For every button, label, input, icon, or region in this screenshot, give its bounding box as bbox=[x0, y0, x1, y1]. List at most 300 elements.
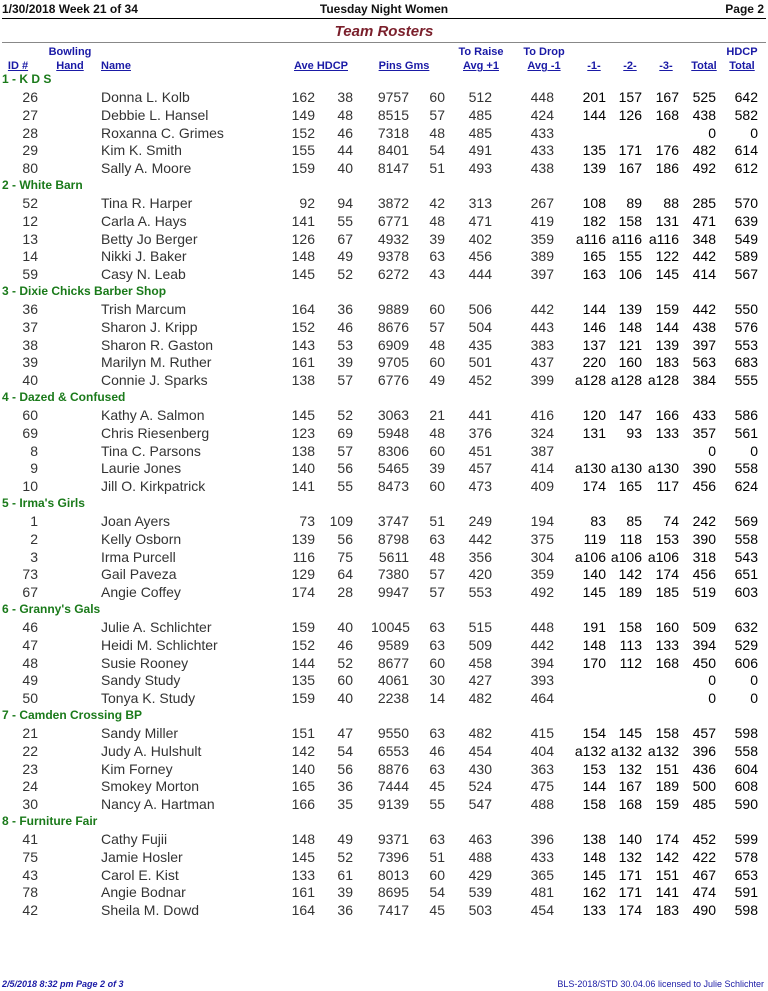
handicap: 46 bbox=[337, 636, 353, 653]
handicap: 56 bbox=[337, 530, 353, 547]
to-raise: 504 bbox=[468, 318, 492, 335]
bowler-name: Irma Purcell bbox=[101, 548, 176, 565]
bowler-name: Debbie L. Hansel bbox=[101, 106, 209, 123]
game-2: 121 bbox=[618, 336, 642, 353]
to-drop: 375 bbox=[530, 530, 554, 547]
game-3: 145 bbox=[655, 266, 679, 283]
team-header: 8 - Furniture Fair bbox=[2, 814, 98, 828]
game-2: 118 bbox=[619, 530, 642, 547]
average: 73 bbox=[299, 513, 315, 529]
handicap: 36 bbox=[337, 902, 353, 919]
total: 433 bbox=[692, 407, 716, 423]
average: 143 bbox=[291, 336, 315, 353]
hdcp-total: 569 bbox=[734, 513, 758, 529]
game-1: 131 bbox=[582, 424, 606, 441]
to-raise: 451 bbox=[468, 442, 492, 459]
to-raise: 515 bbox=[468, 619, 492, 635]
to-drop: 464 bbox=[530, 690, 554, 707]
games: 51 bbox=[429, 513, 445, 529]
to-drop: 433 bbox=[530, 848, 554, 865]
handicap: 67 bbox=[337, 230, 353, 247]
total: 442 bbox=[692, 248, 716, 265]
to-raise: 539 bbox=[468, 884, 492, 901]
bowler-id: 60 bbox=[22, 407, 38, 423]
table-row bbox=[0, 867, 768, 885]
to-raise: 482 bbox=[468, 725, 492, 741]
col-hdcp-total: Total bbox=[729, 60, 755, 72]
games: 60 bbox=[429, 301, 445, 317]
game-1: 135 bbox=[582, 142, 606, 159]
to-raise: 457 bbox=[468, 460, 492, 477]
game-2: 158 bbox=[618, 212, 642, 229]
hdcp-total: 651 bbox=[734, 566, 758, 583]
bowler-name: Carla A. Hays bbox=[101, 212, 187, 229]
team-header: 4 - Dazed & Confused bbox=[2, 390, 126, 404]
game-2: 171 bbox=[618, 884, 642, 901]
game-3: 117 bbox=[656, 478, 679, 495]
bowler-id: 9 bbox=[30, 460, 38, 477]
handicap: 52 bbox=[337, 848, 353, 865]
bowler-id: 13 bbox=[22, 230, 38, 247]
game-1: 201 bbox=[582, 89, 606, 105]
game-2: 158 bbox=[618, 619, 642, 635]
col-id: ID # bbox=[7, 60, 29, 72]
bowler-id: 67 bbox=[22, 584, 38, 601]
col-ave-hdcp: Ave HDCP bbox=[294, 60, 348, 72]
to-drop: 404 bbox=[530, 742, 554, 759]
to-drop: 304 bbox=[530, 548, 554, 565]
to-raise: 501 bbox=[468, 354, 492, 371]
average: 123 bbox=[291, 424, 315, 441]
hdcp-total: 604 bbox=[734, 760, 758, 777]
game-2: 89 bbox=[626, 195, 642, 211]
average: 161 bbox=[291, 354, 315, 371]
game-1: 182 bbox=[582, 212, 606, 229]
games: 45 bbox=[429, 902, 445, 919]
game-2: 155 bbox=[618, 248, 642, 265]
to-raise: 482 bbox=[468, 690, 492, 707]
handicap: 52 bbox=[337, 407, 353, 423]
handicap: 47 bbox=[337, 725, 353, 741]
bowler-id: 1 bbox=[30, 513, 38, 529]
average: 126 bbox=[291, 230, 315, 247]
bowler-name: Casy N. Leab bbox=[101, 266, 186, 283]
col-to-raise: To Raise bbox=[458, 46, 504, 58]
hdcp-total: 0 bbox=[750, 690, 758, 707]
game-2: 85 bbox=[626, 513, 642, 529]
bowler-name: Joan Ayers bbox=[101, 513, 171, 529]
pins: 3872 bbox=[377, 195, 409, 211]
bowler-id: 59 bbox=[22, 266, 38, 283]
pins: 6553 bbox=[377, 742, 409, 759]
average: 155 bbox=[291, 142, 315, 159]
total: 438 bbox=[692, 106, 716, 123]
game-2: 145 bbox=[618, 725, 642, 741]
total: 242 bbox=[692, 513, 716, 529]
hdcp-total: 529 bbox=[734, 636, 758, 653]
report-header bbox=[2, 0, 766, 19]
game-2: 106 bbox=[618, 266, 642, 283]
average: 152 bbox=[291, 636, 315, 653]
col-to-drop: To Drop bbox=[523, 46, 565, 58]
to-raise: 430 bbox=[468, 760, 492, 777]
game-2: 142 bbox=[618, 566, 642, 583]
game-1: 148 bbox=[582, 636, 606, 653]
hdcp-total: 639 bbox=[734, 212, 758, 229]
handicap: 36 bbox=[337, 301, 353, 317]
table-row bbox=[0, 337, 768, 355]
bowler-id: 3 bbox=[30, 548, 38, 565]
average: 161 bbox=[291, 884, 315, 901]
to-drop: 488 bbox=[530, 796, 554, 813]
hdcp-total: 683 bbox=[734, 354, 758, 371]
game-3: a116 bbox=[648, 230, 679, 247]
average: 141 bbox=[291, 212, 315, 229]
to-drop: 324 bbox=[530, 424, 554, 441]
to-raise: 471 bbox=[468, 212, 492, 229]
handicap: 39 bbox=[337, 884, 353, 901]
games: 49 bbox=[429, 372, 445, 389]
average: 144 bbox=[291, 654, 315, 671]
bowler-name: Heidi M. Schlichter bbox=[101, 636, 218, 653]
bowler-id: 43 bbox=[22, 866, 38, 883]
hdcp-total: 603 bbox=[734, 584, 758, 601]
game-3: 183 bbox=[655, 354, 679, 371]
bowler-name: Betty Jo Berger bbox=[101, 230, 198, 247]
table-row bbox=[0, 301, 768, 319]
pins: 8876 bbox=[377, 760, 409, 777]
to-drop: 433 bbox=[530, 124, 554, 141]
pins: 5611 bbox=[378, 548, 409, 565]
average: 135 bbox=[291, 672, 315, 689]
game-2: 167 bbox=[618, 160, 642, 177]
average: 151 bbox=[291, 725, 315, 741]
game-1: 108 bbox=[582, 195, 606, 211]
game-1: 144 bbox=[582, 301, 606, 317]
game-3: 168 bbox=[655, 654, 679, 671]
hdcp-total: 608 bbox=[734, 778, 758, 795]
bowler-name: Chris Riesenberg bbox=[101, 424, 210, 441]
hdcp-total: 553 bbox=[734, 336, 758, 353]
total: 474 bbox=[692, 884, 716, 901]
total: 348 bbox=[692, 230, 716, 247]
handicap: 61 bbox=[337, 866, 353, 883]
bowler-name: Tonya K. Study bbox=[101, 690, 196, 707]
bowler-name: Tina C. Parsons bbox=[101, 442, 201, 459]
bowler-id: 78 bbox=[22, 884, 38, 901]
bowler-id: 47 bbox=[22, 636, 38, 653]
bowler-name: Gail Paveza bbox=[101, 566, 177, 583]
table-row bbox=[0, 637, 768, 655]
total: 357 bbox=[692, 424, 716, 441]
bowler-id: 30 bbox=[22, 796, 38, 813]
average: 174 bbox=[291, 584, 315, 601]
table-row bbox=[0, 372, 768, 390]
to-raise: 463 bbox=[468, 831, 492, 847]
game-1: 174 bbox=[582, 478, 606, 495]
bowler-name: Kim K. Smith bbox=[101, 142, 182, 159]
game-1: 145 bbox=[582, 866, 606, 883]
game-2: 132 bbox=[618, 848, 642, 865]
bowler-name: Donna L. Kolb bbox=[101, 89, 190, 105]
game-2: a116 bbox=[611, 230, 642, 247]
handicap: 40 bbox=[337, 160, 353, 177]
bowler-id: 10 bbox=[22, 478, 38, 495]
average: 116 bbox=[292, 548, 315, 565]
total: 456 bbox=[692, 566, 716, 583]
to-drop: 194 bbox=[530, 513, 554, 529]
hdcp-total: 591 bbox=[734, 884, 758, 901]
bowler-name: Nikki J. Baker bbox=[101, 248, 187, 265]
bowler-id: 28 bbox=[22, 124, 38, 141]
hdcp-total: 543 bbox=[734, 548, 758, 565]
hdcp-total: 0 bbox=[750, 442, 758, 459]
col-to-drop-avg: Avg -1 bbox=[527, 60, 561, 72]
to-raise: 435 bbox=[468, 336, 492, 353]
game-2: 160 bbox=[618, 354, 642, 371]
average: 142 bbox=[291, 742, 315, 759]
game-1: 220 bbox=[582, 354, 606, 371]
to-drop: 393 bbox=[530, 672, 554, 689]
game-1: 83 bbox=[590, 513, 606, 529]
game-2: a130 bbox=[610, 460, 642, 477]
total: 390 bbox=[692, 460, 716, 477]
game-2: 167 bbox=[618, 778, 642, 795]
games: 42 bbox=[429, 195, 445, 211]
bowler-id: 12 bbox=[22, 212, 38, 229]
to-raise: 444 bbox=[468, 266, 492, 283]
pins: 8013 bbox=[377, 866, 409, 883]
table-row bbox=[0, 884, 768, 902]
hdcp-total: 567 bbox=[734, 266, 758, 283]
game-3: 176 bbox=[655, 142, 679, 159]
bowler-name: Smokey Morton bbox=[101, 778, 200, 795]
to-drop: 365 bbox=[530, 866, 554, 883]
to-drop: 443 bbox=[530, 318, 554, 335]
bowler-name: Julie A. Schlichter bbox=[101, 619, 212, 635]
games: 48 bbox=[429, 424, 445, 441]
bowler-id: 50 bbox=[22, 690, 38, 707]
report-date-week: 1/30/2018 Week 21 of 34 bbox=[2, 2, 138, 16]
to-raise: 524 bbox=[468, 778, 492, 795]
table-row bbox=[0, 796, 768, 814]
table-row bbox=[0, 478, 768, 496]
total: 442 bbox=[692, 301, 716, 317]
license-note: BLS-2018/STD 30.04.06 licensed to Julie Schlichter bbox=[557, 979, 764, 989]
games: 48 bbox=[429, 336, 445, 353]
game-3: a128 bbox=[647, 372, 679, 389]
table-row bbox=[0, 725, 768, 743]
total: 438 bbox=[692, 318, 716, 335]
handicap: 64 bbox=[337, 566, 353, 583]
handicap: 52 bbox=[337, 654, 353, 671]
bowler-name: Kelly Osborn bbox=[101, 530, 182, 547]
game-1: 170 bbox=[582, 654, 606, 671]
bowler-name: Sharon J. Kripp bbox=[101, 318, 198, 335]
bowler-id: 73 bbox=[22, 566, 38, 583]
bowler-id: 8 bbox=[30, 442, 38, 459]
to-raise: 512 bbox=[468, 89, 492, 105]
table-row bbox=[0, 354, 768, 372]
games: 63 bbox=[429, 636, 445, 653]
average: 138 bbox=[291, 372, 315, 389]
game-1: 163 bbox=[582, 266, 606, 283]
table-row bbox=[0, 319, 768, 337]
bowler-id: 29 bbox=[22, 142, 38, 159]
hdcp-total: 576 bbox=[734, 318, 758, 335]
game-2: 189 bbox=[618, 584, 642, 601]
pins: 9705 bbox=[377, 354, 409, 371]
pins: 8515 bbox=[377, 106, 409, 123]
pins: 8677 bbox=[377, 654, 409, 671]
handicap: 54 bbox=[337, 742, 353, 759]
pins: 3747 bbox=[377, 513, 409, 529]
to-drop: 475 bbox=[530, 778, 554, 795]
pins: 9378 bbox=[377, 248, 409, 265]
to-drop: 437 bbox=[530, 354, 554, 371]
total: 450 bbox=[692, 654, 716, 671]
hdcp-total: 598 bbox=[734, 725, 758, 741]
game-1: a106 bbox=[574, 548, 606, 565]
game-2: 126 bbox=[618, 106, 642, 123]
average: 148 bbox=[291, 248, 315, 265]
game-2: 147 bbox=[618, 407, 642, 423]
pins: 9550 bbox=[377, 725, 409, 741]
game-3: 144 bbox=[655, 318, 679, 335]
average: 164 bbox=[291, 301, 315, 317]
to-raise: 452 bbox=[468, 372, 492, 389]
hdcp-total: 558 bbox=[734, 742, 758, 759]
average: 145 bbox=[291, 266, 315, 283]
bowler-id: 2 bbox=[30, 530, 38, 547]
game-2: 132 bbox=[618, 760, 642, 777]
game-3: 133 bbox=[655, 636, 679, 653]
game-3: 167 bbox=[655, 89, 679, 105]
pins: 10045 bbox=[371, 619, 410, 635]
hdcp-total: 599 bbox=[734, 831, 758, 847]
bowler-id: 40 bbox=[22, 372, 38, 389]
col-hand: Hand bbox=[56, 60, 84, 72]
to-raise: 313 bbox=[468, 195, 492, 211]
table-row bbox=[0, 407, 768, 425]
to-drop: 424 bbox=[530, 106, 554, 123]
handicap: 40 bbox=[337, 690, 353, 707]
hdcp-total: 590 bbox=[734, 796, 758, 813]
table-row bbox=[0, 690, 768, 708]
to-drop: 397 bbox=[530, 266, 554, 283]
game-1: 120 bbox=[582, 407, 606, 423]
col-pins-gms: Pins Gms bbox=[378, 60, 430, 72]
total: 509 bbox=[692, 619, 716, 635]
league-name: Tuesday Night Women bbox=[319, 2, 449, 16]
table-row bbox=[0, 266, 768, 284]
col-name: Name bbox=[101, 60, 131, 72]
to-raise: 547 bbox=[468, 796, 492, 813]
hdcp-total: 570 bbox=[734, 195, 758, 211]
to-drop: 419 bbox=[530, 212, 554, 229]
game-1: 146 bbox=[582, 318, 606, 335]
total: 436 bbox=[692, 760, 716, 777]
to-raise: 441 bbox=[468, 407, 492, 423]
pins: 8473 bbox=[377, 478, 409, 495]
total: 456 bbox=[692, 478, 716, 495]
average: 129 bbox=[291, 566, 315, 583]
to-drop: 433 bbox=[530, 142, 554, 159]
game-1: 191 bbox=[582, 619, 606, 635]
bowler-id: 75 bbox=[22, 848, 38, 865]
team-header: 6 - Granny's Gals bbox=[2, 602, 101, 616]
games: 46 bbox=[429, 742, 445, 759]
col-total: Total bbox=[691, 60, 717, 72]
game-1: 144 bbox=[582, 778, 606, 795]
handicap: 38 bbox=[337, 89, 353, 105]
game-1: 139 bbox=[582, 160, 606, 177]
bowler-name: Kathy A. Salmon bbox=[101, 407, 205, 423]
game-2: 140 bbox=[618, 831, 642, 847]
pins: 5465 bbox=[377, 460, 409, 477]
game-1: 153 bbox=[582, 760, 606, 777]
game-2: 139 bbox=[618, 301, 642, 317]
to-drop: 448 bbox=[530, 89, 554, 105]
average: 148 bbox=[291, 831, 315, 847]
handicap: 94 bbox=[337, 195, 353, 211]
table-row bbox=[0, 761, 768, 779]
handicap: 46 bbox=[337, 124, 353, 141]
pins: 2238 bbox=[377, 690, 409, 707]
game-3: 166 bbox=[655, 407, 679, 423]
to-drop: 409 bbox=[530, 478, 554, 495]
game-3: 186 bbox=[655, 160, 679, 177]
games: 57 bbox=[429, 318, 445, 335]
game-2: 168 bbox=[618, 796, 642, 813]
pins: 9757 bbox=[377, 89, 409, 105]
to-raise: 503 bbox=[468, 902, 492, 919]
team-header: 5 - Irma's Girls bbox=[2, 496, 85, 510]
bowler-id: 23 bbox=[22, 760, 38, 777]
bowler-id: 80 bbox=[22, 160, 38, 177]
game-3: 122 bbox=[655, 248, 679, 265]
col-bowling: Bowling bbox=[48, 46, 92, 58]
game-2: 93 bbox=[626, 424, 642, 441]
handicap: 52 bbox=[337, 266, 353, 283]
hdcp-total: 549 bbox=[734, 230, 758, 247]
average: 152 bbox=[291, 124, 315, 141]
handicap: 49 bbox=[337, 831, 353, 847]
game-1: 162 bbox=[582, 884, 606, 901]
handicap: 46 bbox=[337, 318, 353, 335]
to-raise: 249 bbox=[468, 513, 492, 529]
to-drop: 448 bbox=[530, 619, 554, 635]
hdcp-total: 614 bbox=[734, 142, 758, 159]
to-raise: 493 bbox=[468, 160, 492, 177]
pins: 8798 bbox=[377, 530, 409, 547]
average: 149 bbox=[291, 106, 315, 123]
games: 57 bbox=[429, 584, 445, 601]
col-game-2: -2- bbox=[623, 60, 637, 72]
hdcp-total: 561 bbox=[734, 424, 758, 441]
bowler-id: 37 bbox=[22, 318, 38, 335]
to-drop: 442 bbox=[530, 301, 554, 317]
bowler-id: 26 bbox=[22, 89, 38, 105]
game-3: 133 bbox=[655, 424, 679, 441]
to-drop: 438 bbox=[530, 160, 554, 177]
game-2: 112 bbox=[619, 654, 642, 671]
average: 92 bbox=[299, 195, 315, 211]
game-2: 157 bbox=[618, 89, 642, 105]
bowler-name: Kim Forney bbox=[101, 760, 173, 777]
games: 54 bbox=[429, 884, 445, 901]
table-row bbox=[0, 125, 768, 143]
